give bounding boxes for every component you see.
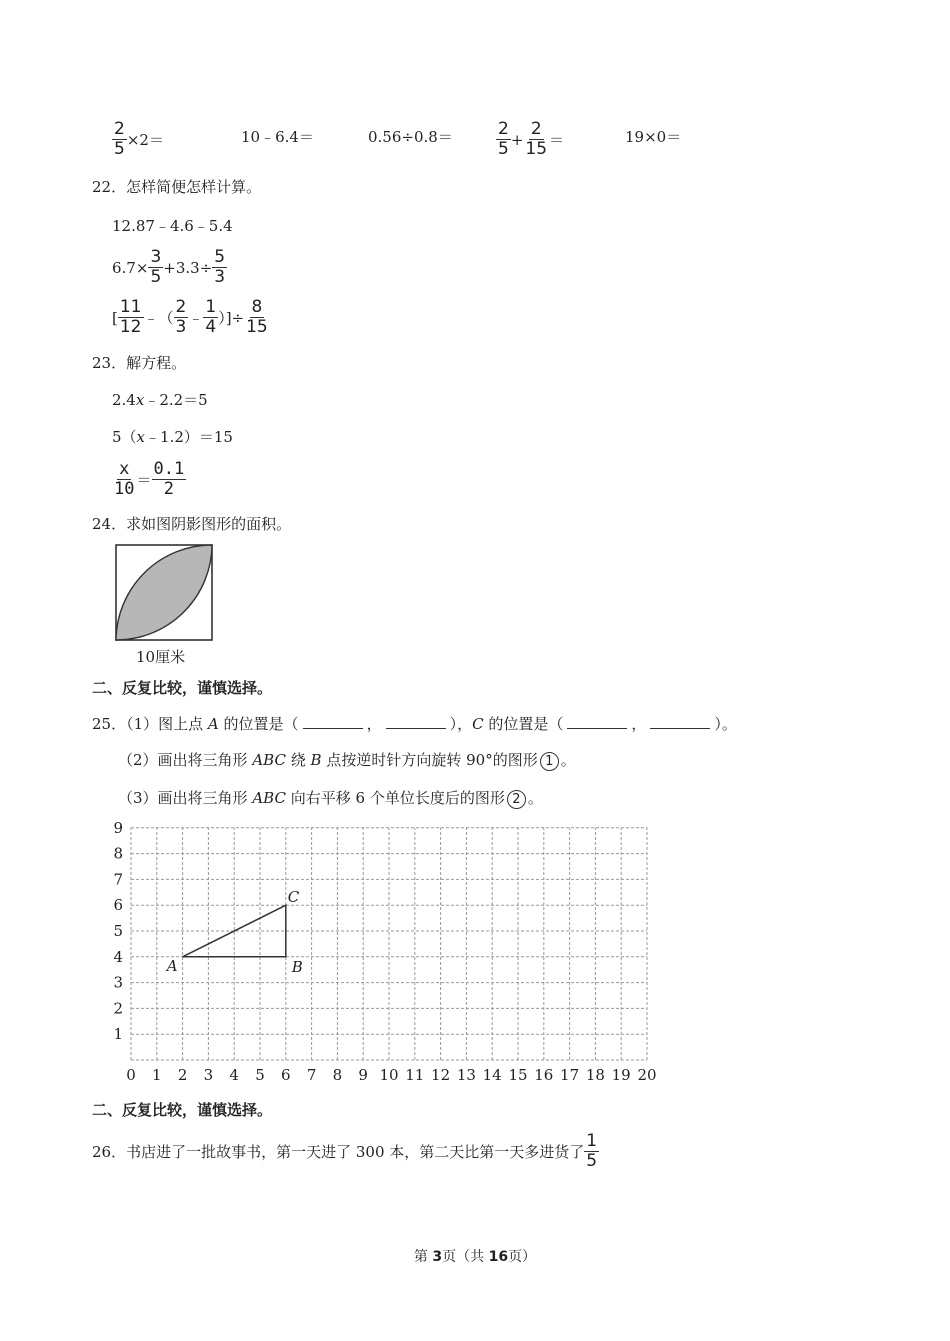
fraction: $\frac{1}{4}$: [205, 297, 217, 337]
x-tick-label: 11: [405, 1066, 425, 1084]
fraction: $\frac{8}{15}$: [246, 297, 268, 337]
x-tick-label: 0: [126, 1066, 136, 1084]
q22-line-1: 12.87﹣4.6﹣5.4: [112, 217, 233, 235]
q22-line-2: 6.7× $\frac{3}{5}$ +3.3÷ $\frac{5}{3}$: [112, 247, 226, 287]
fraction: $\frac{5}{3}$: [214, 247, 226, 287]
q21-expr-1: [112, 120, 164, 159]
circled-number: 2: [507, 790, 526, 809]
x-tick-label: 3: [203, 1066, 214, 1084]
expr-text: ＝: [549, 131, 565, 149]
x-tick-label: 1: [152, 1066, 162, 1084]
y-tick-label: 2: [113, 999, 123, 1018]
point-label: A: [166, 956, 178, 975]
answer-blank[interactable]: [650, 714, 710, 729]
x-tick-label: 2: [177, 1066, 188, 1084]
expr-operator: +: [510, 130, 524, 149]
q23-title: 23．解方程。: [92, 354, 187, 372]
fraction: $\frac{1}{5}$: [586, 1131, 598, 1171]
expr-text: ×2＝: [126, 131, 164, 149]
fraction: $\frac{2}{5}$: [498, 119, 509, 159]
y-tick-label: 3: [113, 973, 123, 992]
coordinate-grid: [108, 818, 668, 1086]
x-tick-label: 16: [534, 1066, 554, 1084]
q21-expr-5: 19×0＝: [625, 128, 682, 146]
q21-expr-4: [496, 120, 564, 159]
fraction: $\frac{3}{5}$: [150, 247, 162, 287]
x-tick-label: 9: [358, 1066, 368, 1084]
circled-number: 1: [540, 752, 559, 771]
y-tick-label: 9: [113, 818, 123, 837]
fraction: $\frac{11}{12}$: [119, 297, 142, 337]
q23-equation-2: 5（x﹣1.2）＝15: [112, 428, 233, 446]
point-label: C: [287, 888, 300, 907]
y-tick-label: 8: [113, 844, 123, 863]
q25-part-1: 25．（1）图上点 A 的位置是（ ， ），C 的位置是（ ， ）。: [92, 715, 737, 733]
section-heading: 二、反复比较，谨慎选择。: [92, 679, 273, 697]
answer-blank[interactable]: [386, 714, 446, 729]
x-tick-label: 6: [281, 1066, 291, 1084]
x-tick-label: 8: [332, 1066, 343, 1084]
y-tick-label: 7: [113, 870, 123, 889]
q21-expr-3: 0.56÷0.8＝: [368, 128, 453, 146]
x-tick-label: 17: [560, 1066, 580, 1084]
x-tick-label: 7: [306, 1066, 317, 1084]
x-tick-label: 20: [637, 1066, 657, 1084]
fraction: $\frac{x}{10}$: [114, 459, 135, 499]
q25-part-2: （2）画出将三角形 ABC 绕 B 点按逆时针方向旋转 90°的图形 1 。: [118, 751, 576, 769]
q24-title: 24．求如图阴影图形的面积。: [92, 515, 292, 533]
fraction: $\frac{2}{15}$: [525, 119, 548, 159]
q24-caption: 10厘米: [136, 648, 186, 666]
y-tick-label: 1: [113, 1025, 123, 1044]
point-label: B: [291, 957, 303, 976]
answer-blank[interactable]: [567, 714, 627, 729]
x-tick-label: 13: [456, 1066, 476, 1084]
y-tick-label: 4: [113, 947, 123, 966]
fraction: $\frac{2}{5}$: [114, 119, 125, 159]
x-tick-label: 14: [482, 1066, 502, 1084]
y-tick-label: 6: [113, 896, 123, 915]
x-tick-label: 12: [431, 1066, 451, 1084]
q25-part-3: （3）画出将三角形 ABC 向右平移 6 个单位长度后的图形 2 。: [118, 789, 543, 807]
q21-expr-2: 10﹣6.4＝: [241, 128, 314, 146]
q23-equation-1: 2.4x﹣2.2＝5: [112, 391, 208, 409]
q22-title: 22．怎样简便怎样计算。: [92, 178, 262, 196]
fraction: $\frac{2}{3}$: [175, 297, 187, 337]
q22-line-3: [ $\frac{11}{12}$ ﹣（ $\frac{2}{3}$ ﹣ $\frac{1}{4}$ ）]÷ $\frac{8}{15}$: [112, 297, 268, 337]
x-tick-label: 4: [229, 1066, 239, 1084]
x-tick-label: 15: [508, 1066, 528, 1084]
x-tick-label: 18: [585, 1066, 605, 1084]
y-tick-label: 5: [113, 922, 123, 940]
fraction: $\frac{0.1}{2}$: [153, 459, 185, 499]
shaded-leaf-figure: [114, 543, 216, 643]
section-heading-2: 二、反复比较，谨慎选择。: [92, 1101, 273, 1119]
page-footer: 第 3页（共 16页）: [413, 1249, 537, 1265]
x-tick-label: 5: [255, 1066, 265, 1084]
q23-equation-3: $\frac{x}{10}$ ＝ $\frac{0.1}{2}$: [114, 459, 185, 499]
x-tick-label: 10: [379, 1066, 399, 1084]
x-tick-label: 19: [611, 1066, 631, 1084]
q26-text: 26．书店进了一批故事书，第一天进了 300 本，第二天比第一天多进货了 $\frac{1}{5}$: [92, 1131, 598, 1171]
answer-blank[interactable]: [303, 714, 363, 729]
